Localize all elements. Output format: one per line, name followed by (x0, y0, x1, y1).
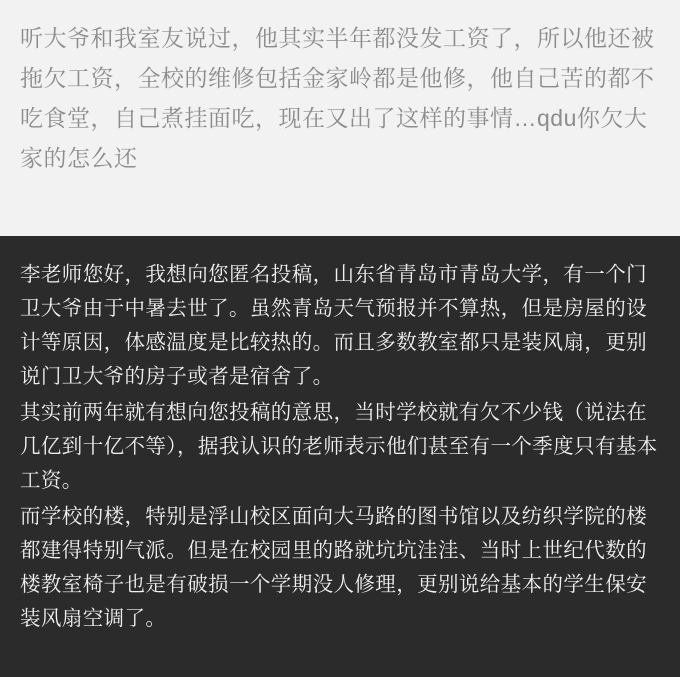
quoted-message-card (0, 0, 680, 236)
message-paragraph-1: 李老师您好，我想向您匿名投稿，山东省青岛市青岛大学，有一个门卫大爷由于中暑去世了。虽然青岛天气预报并不算热，但是房屋的设计等原因，体感温度是比较热的。而且多数教室都只是装风扇，更别说门卫大爷的房子或者是宿舍了。 (20, 263, 647, 388)
message-body-card (0, 236, 680, 677)
message-paragraph-2: 其实前两年就有想向您投稿的意思，当时学校就有欠不少钱（说法在几亿到十亿不等），据我认识的老师表示他们甚至有一个季度只有基本工资。 (20, 401, 658, 492)
message-paragraph-3: 而学校的楼，特别是浮山校区面向大马路的图书馆以及纺织学院的楼都建得特别气派。但是在校园里的路就坑坑洼洼、当时上世纪代数的楼教室椅子也是有破损一个学期没人修理，更别说给基本的学生保安装风扇空调了。 (20, 505, 647, 630)
quoted-message-text: 听大爷和我室友说过，他其实半年都没发工资了，所以他还被拖欠工资，全校的维修包括金家岭都是他修，他自己苦的都不吃食堂，自己煮挂面吃，现在又出了这样的事情…qdu你欠大家的怎么还 (20, 25, 655, 171)
